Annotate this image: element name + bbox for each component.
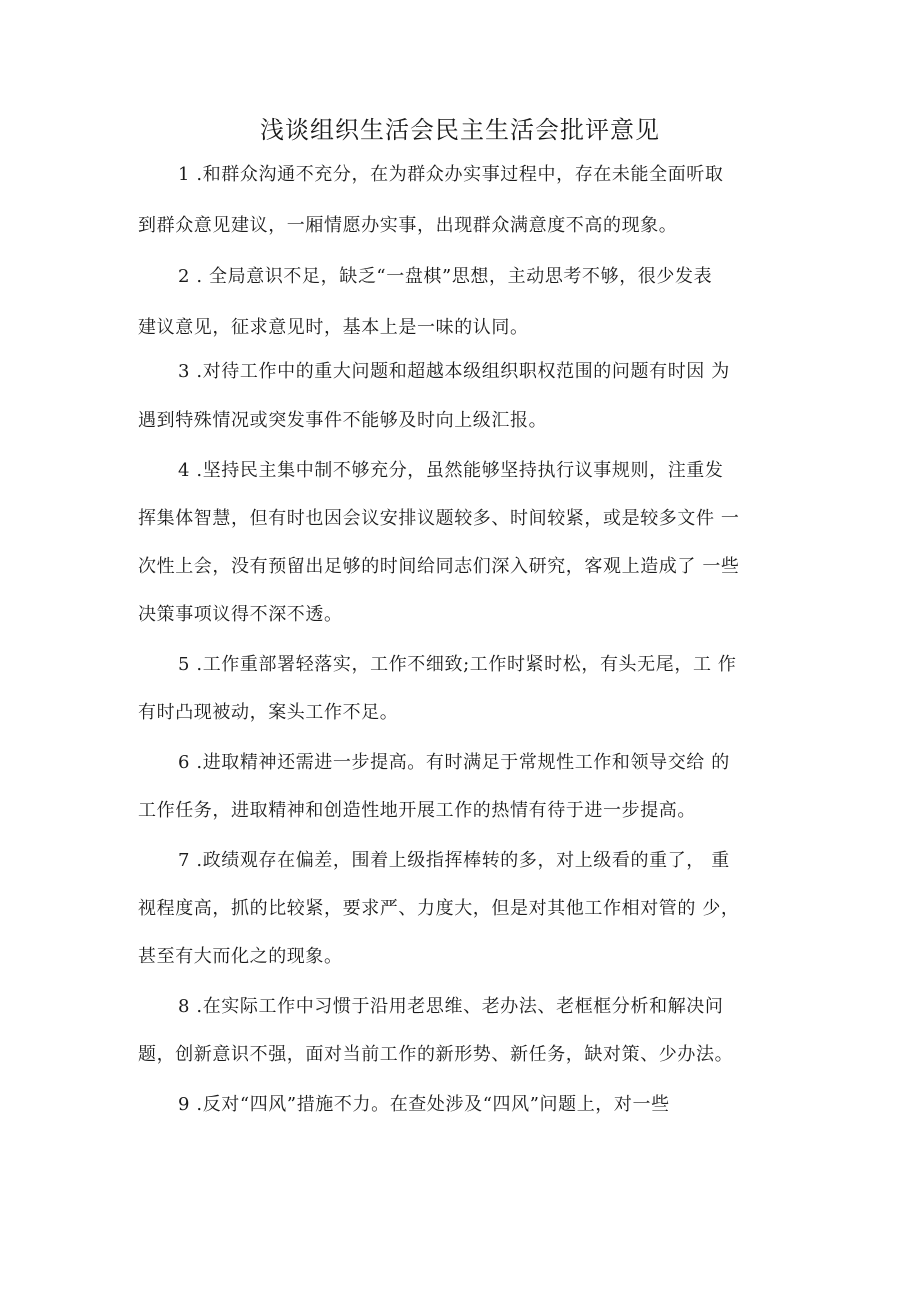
paragraph-7-line-2: 视程度高，抓的比较紧，要求严、力度大，但是对其他工作相对管的 少， xyxy=(138,898,740,919)
paragraph-5-line-2: 有时凸现被动，案头工作不足。 xyxy=(138,702,399,723)
paragraph-8-line-1: 8 .在实际工作中习惯于沿用老思维、老办法、老框框分析和解决问 xyxy=(178,996,724,1017)
paragraph-8-line-2: 题，创新意识不强，面对当前工作的新形势、新任务，缺对策、少办法。 xyxy=(138,1044,734,1065)
paragraph-1-line-2: 到群众意见建议，一厢情愿办实事，出现群众满意度不高的现象。 xyxy=(138,215,678,236)
paragraph-4-line-2: 挥集体智慧，但有时也因会议安排议题较多、时间较紧，或是较多文件 一 xyxy=(138,508,740,529)
paragraph-4-line-1: 4 .坚持民主集中制不够充分，虽然能够坚持执行议事规则，注重发 xyxy=(178,460,724,481)
paragraph-2-line-2: 建议意见，征求意见时，基本上是一味的认同。 xyxy=(138,317,529,338)
document-title: 浅谈组织生活会民主生活会批评意见 xyxy=(260,116,660,144)
paragraph-4-line-3: 次性上会，没有预留出足够的时间给同志们深入研究，客观上造成了 一些 xyxy=(138,556,740,577)
paragraph-2-line-1: 2 . 全局意识不足，缺乏“一盘棋”思想，主动思考不够，很少发表 xyxy=(178,266,713,287)
paragraph-5-line-1: 5 .工作重部署轻落实，工作不细致;工作时紧时松，有头无尾，工 作 xyxy=(178,654,737,675)
paragraph-9-line-1: 9 .反对“四风”措施不力。在查处涉及“四风”问题上，对一些 xyxy=(178,1094,670,1115)
paragraph-7-line-3: 甚至有大而化之的现象。 xyxy=(138,946,343,967)
paragraph-3-line-1: 3 .对待工作中的重大问题和超越本级组织职权范围的问题有时因 为 xyxy=(178,361,730,382)
paragraph-7-line-1: 7 .政绩观存在偏差，围着上级指挥棒转的多，对上级看的重了， 重 xyxy=(178,850,730,871)
paragraph-1-line-1: 1 .和群众沟通不充分，在为群众办实事过程中，存在未能全面听取 xyxy=(178,164,724,185)
paragraph-3-line-2: 遇到特殊情况或突发事件不能够及时向上级汇报。 xyxy=(138,410,548,431)
paragraph-6-line-1: 6 .进取精神还需进一步提高。有时满足于常规性工作和领导交给 的 xyxy=(178,752,730,773)
paragraph-6-line-2: 工作任务，进取精神和创造性地开展工作的热情有待于进一步提高。 xyxy=(138,800,696,821)
paragraph-4-line-4: 决策事项议得不深不透。 xyxy=(138,604,343,625)
